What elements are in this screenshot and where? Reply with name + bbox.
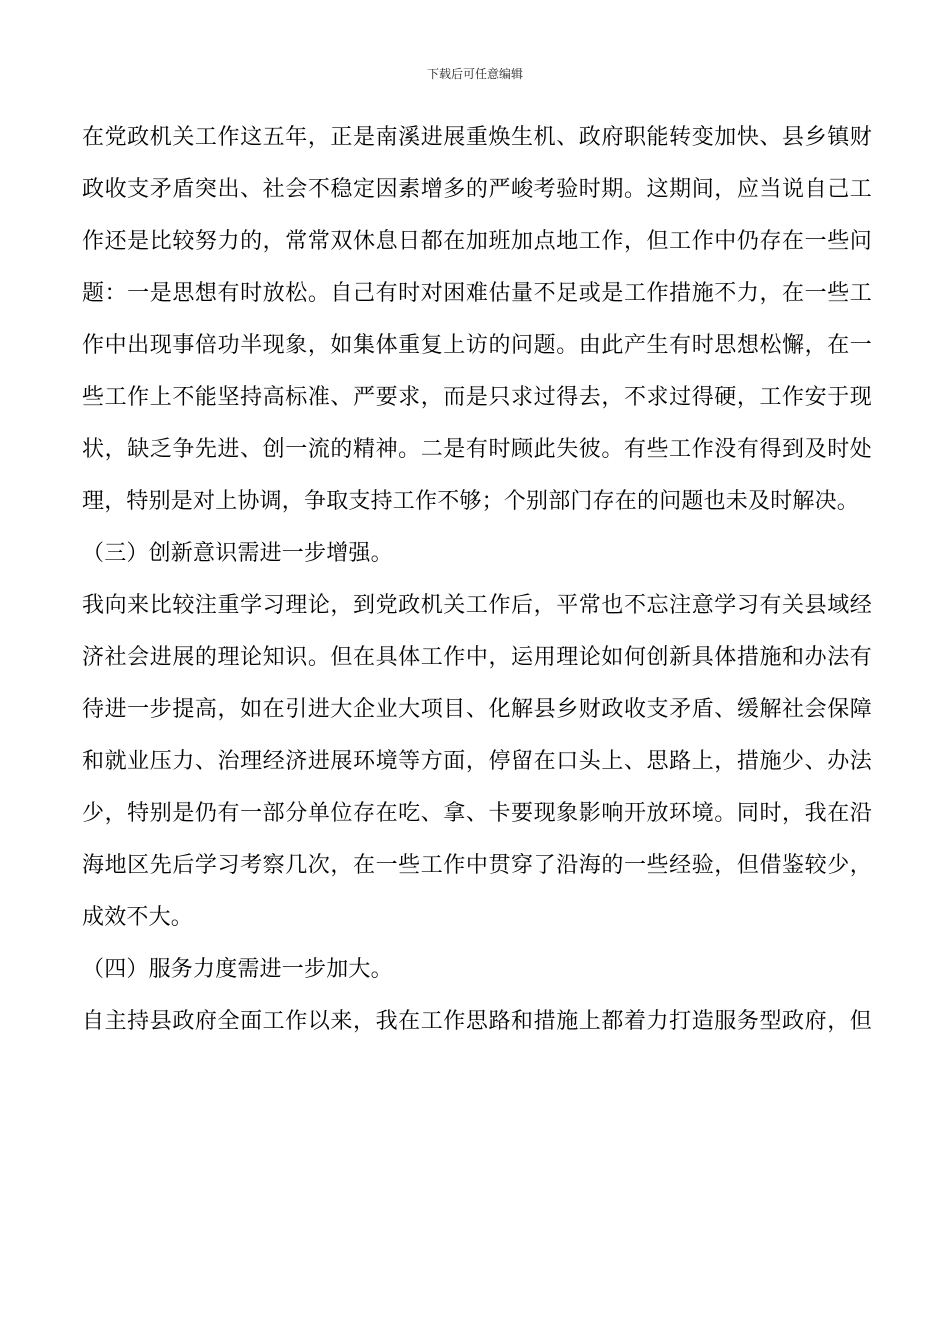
text-line: 在党政机关工作这五年，正是南溪进展重焕生机、政府职能转变加快、县乡镇财 [82,125,872,150]
text-line: 政收支矛盾突出、社会不稳定因素增多的严峻考验时期。这期间，应当说自己工 [82,177,872,202]
text-line: 海地区先后学习考察几次，在一些工作中贯穿了沿海的一些经验，但借鉴较少， [82,853,872,878]
text-line: 作还是比较努力的，常常双休息日都在加班加点地工作，但工作中仍存在一些问 [82,229,872,254]
text-line: 待进一步提高，如在引进大企业大项目、化解县乡财政收支矛盾、缓解社会保障 [82,697,872,722]
section-heading: （四）服务力度需进一步加大。 [82,957,393,982]
text-line: 和就业压力、治理经济进展环境等方面，停留在口头上、思路上，措施少、办法 [82,749,872,774]
text-line: 自主持县政府全面工作以来，我在工作思路和措施上都着力打造服务型政府，但 [82,1009,872,1034]
document-body [82,112,872,1048]
page-header: 下载后可任意编辑 [426,67,523,81]
text-line: 我向来比较注重学习理论，到党政机关工作后，平常也不忘注意学习有关县域经 [82,593,872,618]
text-line: 状，缺乏争先进、创一流的精神。二是有时顾此失彼。有些工作没有得到及时处 [82,437,872,462]
text-line: 些工作上不能坚持高标准、严要求，而是只求过得去，不求过得硬，工作安于现 [82,385,872,410]
text-line: 理，特别是对上协调，争取支持工作不够；个别部门存在的问题也未及时解决。 [82,489,860,514]
text-line: 少，特别是仍有一部分单位存在吃、拿、卡要现象影响开放环境。同时，我在沿 [82,801,872,826]
text-line: 题：一是思想有时放松。自己有时对困难估量不足或是工作措施不力，在一些工 [82,281,872,306]
text-line: 作中出现事倍功半现象，如集体重复上访的问题。由此产生有时思想松懈，在一 [82,333,872,358]
text-line: 济社会进展的理论知识。但在具体工作中，运用理论如何创新具体措施和办法有 [82,645,872,670]
section-heading: （三）创新意识需进一步增强。 [82,541,393,566]
text-line: 成效不大。 [82,905,194,930]
